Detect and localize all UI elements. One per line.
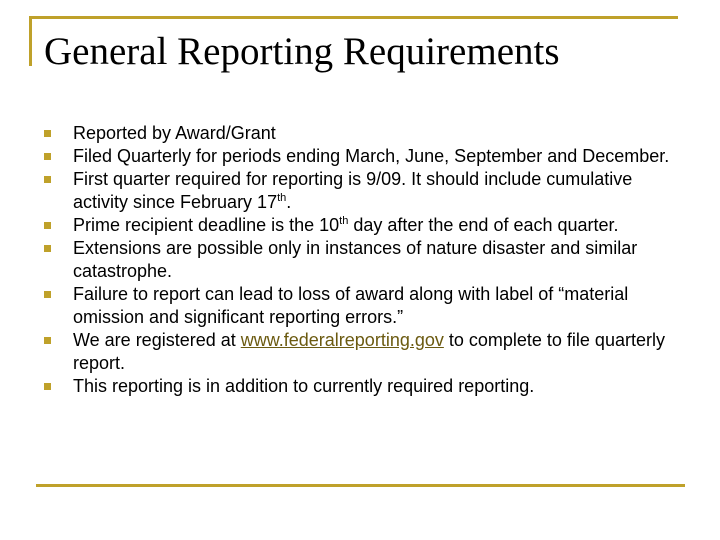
federalreporting-link[interactable]: www.federalreporting.gov [240,330,444,350]
bullet-text-end: . [286,192,292,212]
bullet-text: First quarter required for reporting is 9/09. It should include cumulative activity since February 17 [73,169,633,212]
bullet-text: Prime recipient deadline is the 10 [73,215,340,235]
square-bullet-icon [44,291,51,298]
bullet-text: Reported by Award/Grant [73,123,276,143]
bullet-item-additional [44,375,674,398]
bullet-text-end: to complete to file quarterly report. [73,330,665,373]
bullet-item-deadline [44,214,674,237]
bullet-item-award [44,122,674,145]
bullet-item-failure [44,283,674,329]
ordinal-suffix: th [339,215,349,227]
bullet-text: Extensions are possible only in instances of nature disaster and similar catastrophe. [73,238,638,281]
bullet-text-end: day after the end of each quarter. [348,215,619,235]
bullet-item-quarterly [44,145,674,168]
bullet-list [44,122,674,398]
square-bullet-icon [44,222,51,229]
slide-title: General Reporting Requirements [44,30,560,73]
square-bullet-icon [44,176,51,183]
bullet-text: This reporting is in addition to currently required reporting. [73,376,535,396]
square-bullet-icon [44,383,51,390]
frame-left-rule [29,16,32,66]
frame-bottom-rule [36,484,685,487]
square-bullet-icon [44,153,51,160]
bullet-text: We are registered at [73,330,241,350]
bullet-item-registered [44,329,674,375]
ordinal-suffix: th [277,192,287,204]
frame-top-rule [29,16,678,19]
bullet-item-first-quarter [44,168,674,214]
bullet-text: Failure to report can lead to loss of award along with label of “material omission and significant reporting errors.” [73,284,629,327]
square-bullet-icon [44,245,51,252]
square-bullet-icon [44,337,51,344]
square-bullet-icon [44,130,51,137]
bullet-text: Filed Quarterly for periods ending March, June, September and December. [73,146,670,166]
bullet-item-extensions [44,237,674,283]
